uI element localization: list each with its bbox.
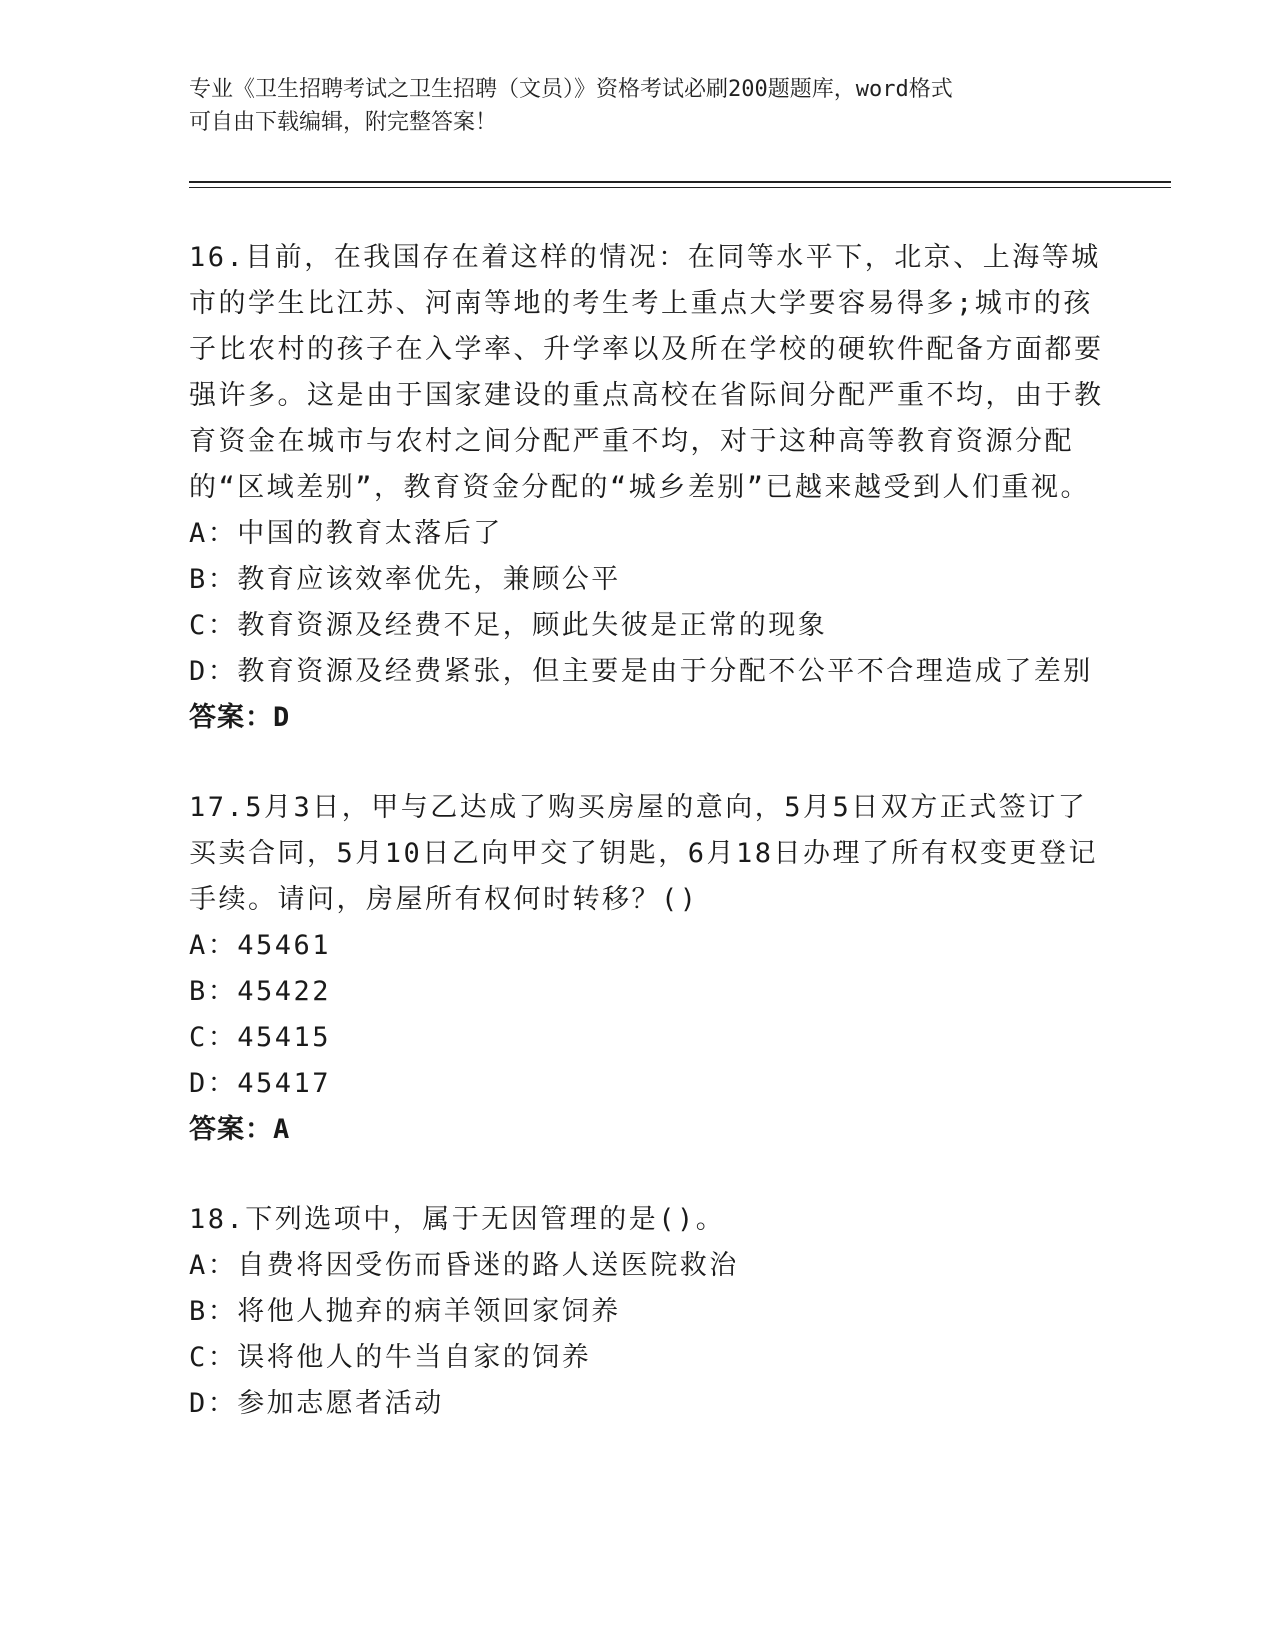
option-a: A：自费将因受伤而昏迷的路人送医院救治 (189, 1250, 739, 1281)
option-d: D：参加志愿者活动 (189, 1388, 444, 1419)
question-16 (189, 235, 1109, 741)
question-list (189, 235, 1109, 1471)
header-line-2: 可自由下载编辑，附完整答案！ (189, 110, 498, 135)
question-stem: 16.目前，在我国存在着这样的情况：在同等水平下，北京、上海等城市的学生比江苏、河南等地的考生考上重点大学要容易得多;城市的孩子比农村的孩子在入学率、升学率以及所在学校的硬软件配备方面都要强许多。这是由于国家建设的重点高校在省际间分配严重不均，由于教育资金在城市与农村之间分配严重不均，对于这种高等教育资源分配的“区域差别”，教育资金分配的“城乡差别”已越来越受到人们重视。 (189, 242, 1104, 503)
option-b: B：将他人抛弃的病羊领回家饲养 (189, 1296, 621, 1327)
option-d: D：教育资源及经费紧张，但主要是由于分配不公平不合理造成了差别 (189, 656, 1093, 687)
header-divider-thin (189, 187, 1171, 188)
answer-label: 答案：A (189, 1114, 291, 1145)
page-header (189, 73, 1089, 139)
option-d: D：45417 (189, 1068, 332, 1099)
option-c: C：教育资源及经费不足，顾此失彼是正常的现象 (189, 610, 828, 641)
question-stem: 17.5月3日，甲与乙达成了购买房屋的意向，5月5日双方正式签订了买卖合同，5月10日乙向甲交了钥匙，6月18日办理了所有权变更登记手续。请问，房屋所有权何时转移？() (189, 792, 1099, 915)
question-stem: 18.下列选项中，属于无因管理的是()。 (189, 1204, 726, 1235)
question-17 (189, 785, 1109, 1153)
option-c: C：误将他人的牛当自家的饲养 (189, 1342, 592, 1373)
header-line-1: 专业《卫生招聘考试之卫生招聘（文员）》资格考试必刷200题题库，word格式 (189, 77, 953, 102)
question-18 (189, 1197, 1109, 1427)
option-a: A：45461 (189, 930, 332, 961)
header-divider-thick (189, 181, 1171, 183)
option-a: A：中国的教育太落后了 (189, 518, 503, 549)
option-c: C：45415 (189, 1022, 332, 1053)
option-b: B：教育应该效率优先，兼顾公平 (189, 564, 621, 595)
answer-label: 答案：D (189, 702, 291, 733)
option-b: B：45422 (189, 976, 332, 1007)
